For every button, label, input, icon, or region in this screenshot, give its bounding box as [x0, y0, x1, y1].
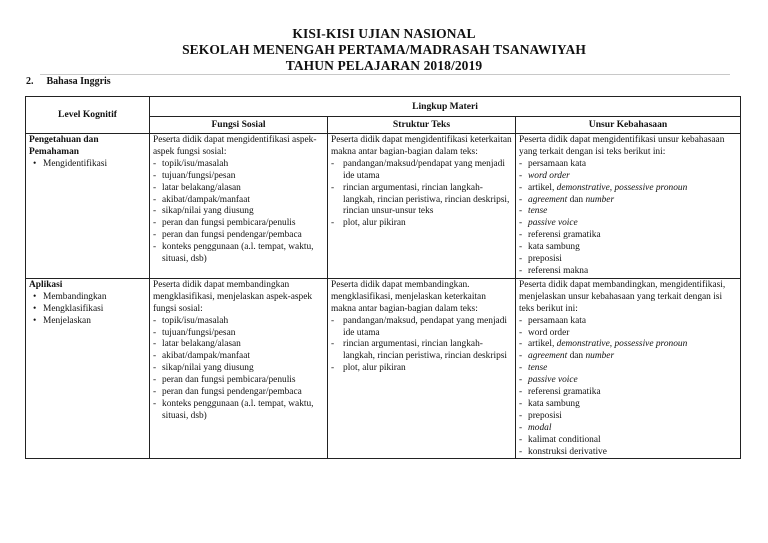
list-item-text: tense [528, 363, 548, 374]
header-lingkup-materi: Lingkup Materi [150, 97, 741, 117]
list-item: - peran dan fungsi pembicara/penulis [153, 375, 324, 387]
list-item-text: artikel, [528, 182, 557, 193]
list-item [519, 206, 737, 218]
list-item: - latar belakang/alasan [153, 339, 324, 351]
table-row [26, 134, 741, 279]
list-item: - rincian argumentasi, rincian langkah-langkah, rincian peristiwa, rincian deskripsi [331, 339, 512, 363]
list-item: - word order [519, 328, 737, 340]
list-item-text: dan [567, 194, 586, 205]
section-title: Bahasa Inggris [46, 76, 111, 87]
cell-struktur-teks [328, 134, 516, 279]
list-item [519, 171, 737, 183]
list-item: - plot, alur pikiran [331, 363, 512, 375]
list-item: - kalimat conditional [519, 435, 737, 447]
level-title: Pengetahuan dan Pemahaman [29, 135, 99, 157]
list-item: - peran dan fungsi pendengar/pembaca [153, 230, 324, 242]
list-item: - peran dan fungsi pembicara/penulis [153, 218, 324, 230]
list-item-text: number [585, 194, 615, 205]
table-row [26, 278, 741, 459]
list-item: - plot, alur pikiran [331, 218, 512, 230]
list-item-text: agreement [528, 351, 568, 362]
cell-struktur-teks [328, 278, 516, 459]
level-item: • Mengklasifikasi [29, 304, 146, 316]
fungsi-intro: Peserta didik dapat mengidentifikasi aspek-aspek fungsi sosial: [153, 135, 317, 157]
list-item: - konteks penggunaan (a.l. tempat, waktu, situasi, dsb) [153, 242, 324, 266]
list-item [519, 195, 737, 207]
level-item: • Menjelaskan [29, 316, 146, 328]
list-item: - akibat/dampak/manfaat [153, 351, 324, 363]
list-item: - konteks penggunaan (a.l. tempat, waktu, situasi, dsb) [153, 399, 324, 423]
list-item [519, 339, 737, 351]
list-item: - pandangan/maksud/pendapat yang menjadi ide utama [331, 159, 512, 183]
fungsi-intro: Peserta didik dapat membandingkan mengklasifikasi, menjelaskan aspek-aspek fungsi sosial: [153, 279, 313, 314]
list-item-text: tense [528, 206, 548, 217]
list-item [519, 363, 737, 375]
list-item: - preposisi [519, 254, 737, 266]
list-item: - referensi makna [519, 266, 737, 278]
list-item: - pandangan/maksud, pendapat yang menjadi ide utama [331, 316, 512, 340]
list-item-text: modal [528, 422, 552, 433]
struktur-intro: Peserta didik dapat mengidentifikasi keterkaitan makna antar bagian-bagian dalam teks: [331, 135, 512, 157]
list-item: - kata sambung [519, 242, 737, 254]
struktur-intro: Peserta didik dapat membandingkan. mengklasifikasi, menjelaskan keterkaitan makna antar bagian-bagian dalam teks: [331, 279, 486, 314]
list-item-text: artikel, [528, 339, 557, 350]
header-level-kognitif: Level Kognitif [26, 97, 150, 134]
list-item-text: dan [567, 351, 586, 362]
section-number: 2. [26, 76, 34, 87]
list-item-text: word order [528, 170, 570, 181]
list-item: - persamaan kata [519, 159, 737, 171]
list-item: - sikap/nilai yang diusung [153, 206, 324, 218]
list-item: - topik/isu/masalah [153, 159, 324, 171]
list-item: - tujuan/fungsi/pesan [153, 171, 324, 183]
list-item: - peran dan fungsi pendengar/pembaca [153, 387, 324, 399]
list-item: - referensi gramatika [519, 230, 737, 242]
list-item: - konstruksi derivative [519, 447, 737, 459]
list-item: - latar belakang/alasan [153, 183, 324, 195]
list-item: - akibat/dampak/manfaat [153, 195, 324, 207]
list-item [519, 423, 737, 435]
list-item: - tujuan/fungsi/pesan [153, 328, 324, 340]
list-item: - sikap/nilai yang diusung [153, 363, 324, 375]
list-item-text: demonstrative, possessive pronoun [556, 339, 688, 350]
list-item-text: passive voice [528, 375, 578, 386]
level-item: • Membandingkan [29, 292, 146, 304]
list-item [519, 351, 737, 363]
list-item [519, 218, 737, 230]
cell-level [26, 278, 150, 459]
section-heading [26, 76, 111, 87]
header-unsur-kebahasaan: Unsur Kebahasaan [516, 117, 741, 134]
cell-level [26, 134, 150, 279]
header-divider [40, 74, 730, 75]
list-item: - topik/isu/masalah [153, 316, 324, 328]
unsur-intro: Peserta didik dapat mengidentifikasi unsur kebahasaan yang terkait dengan isi teks berikut ini: [519, 135, 725, 157]
list-item: - referensi gramatika [519, 387, 737, 399]
kisi-kisi-table [25, 96, 741, 459]
header-struktur-teks: Struktur Teks [328, 117, 516, 134]
header-school-type: SEKOLAH MENENGAH PERTAMA/MADRASAH TSANAWIYAH [182, 42, 586, 57]
cell-unsur-kebahasaan [516, 278, 741, 459]
list-item [519, 183, 737, 195]
level-item: • Mengidentifikasi [29, 159, 146, 171]
cell-fungsi-sosial [150, 278, 328, 459]
level-title: Aplikasi [29, 279, 63, 290]
list-item: - persamaan kata [519, 316, 737, 328]
list-item-text: demonstrative, possessive pronoun [556, 182, 688, 193]
cell-fungsi-sosial [150, 134, 328, 279]
list-item: - kata sambung [519, 399, 737, 411]
list-item [519, 375, 737, 387]
header-school-year: TAHUN PELAJARAN 2018/2019 [285, 58, 483, 73]
list-item-text: passive voice [528, 218, 578, 229]
cell-unsur-kebahasaan [516, 134, 741, 279]
header-title: KISI-KISI UJIAN NASIONAL [292, 26, 476, 41]
header-fungsi-sosial: Fungsi Sosial [150, 117, 328, 134]
list-item-text: agreement [528, 194, 568, 205]
unsur-intro: Peserta didik dapat membandingkan, mengidentifikasi, menjelaskan unsur kebahasaan yang terkait dengan isi teks berikut ini: [519, 279, 726, 314]
list-item: - preposisi [519, 411, 737, 423]
list-item-text: number [585, 351, 615, 362]
document-header [0, 26, 768, 74]
list-item: - rincian argumentasi, rincian langkah-langkah, rincian peristiwa, rincian deskripsi, rincian unsur-unsur teks [331, 183, 512, 219]
